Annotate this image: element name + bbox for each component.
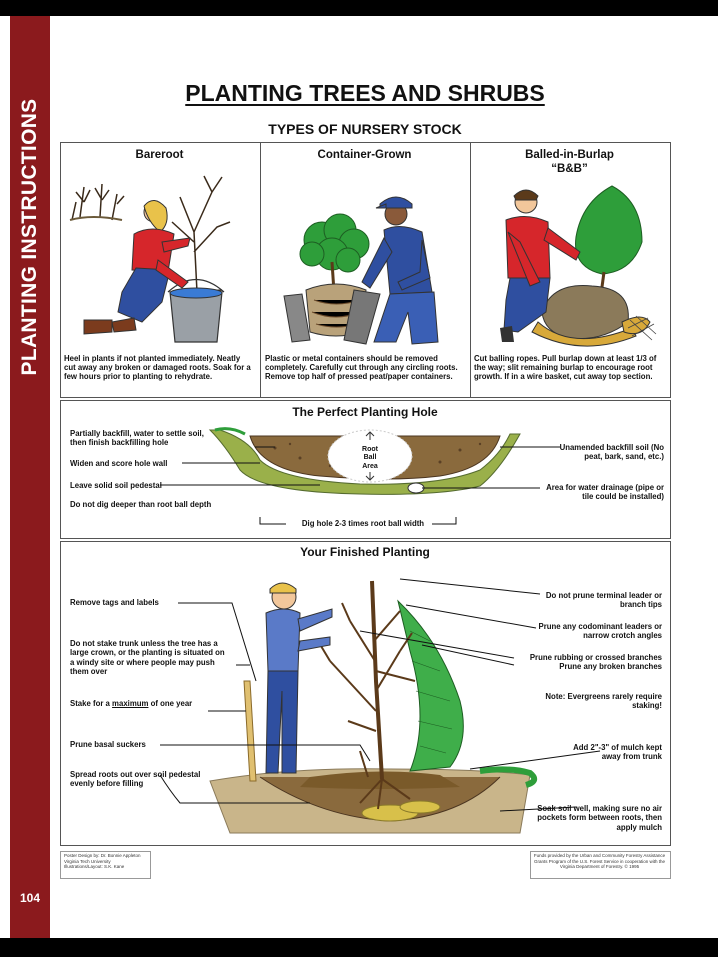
- page-title: PLANTING TREES AND SHRUBS: [185, 80, 545, 106]
- hole-label-depth: Do not dig deeper than root ball depth: [70, 500, 212, 509]
- bnb-heading: Balled-in-Burlap: [525, 149, 614, 161]
- hole-width-label: Dig hole 2-3 times root ball width: [301, 519, 425, 528]
- finished-label-evergreen-note: Note: Evergreens rarely require staking!: [545, 692, 662, 711]
- hole-label-unamended: Unamended backfill soil (No peat, bark, sand, etc.): [559, 443, 664, 462]
- container-caption: Plastic or metal containers should be removed completely. Carefully cut through any circling roots. Remove top half of pressed peat/paper containers.: [265, 354, 458, 382]
- hole-label-backfill: Partially backfill, water to settle soil, then finish backfilling hole: [70, 429, 204, 448]
- page-number: 104: [19, 891, 41, 905]
- finished-label-stake-trunk: Do not stake trunk unless the tree has a large crown, or the planting is situated on a windy site or where people may push them over: [70, 639, 225, 677]
- finished-label-terminal: Do not prune terminal leader or branch tips: [545, 591, 662, 610]
- root-ball-label: Root Ball Area: [362, 446, 378, 470]
- hole-label-widen: Widen and score hole wall: [70, 459, 168, 468]
- finished-label-spread-roots: Spread roots out over soil pedestal evenly before filling: [70, 770, 201, 789]
- finished-label-stake-max: Stake for a maximum of one year: [70, 699, 193, 708]
- credit-left: Poster Design by: Dr. Bonnie Appleton Virginia Tech University Illustrations/Layout: S.K. Kane: [64, 853, 141, 870]
- finished-label-tags: Remove tags and labels: [70, 598, 159, 607]
- finished-planting-title: Your Finished Planting: [300, 545, 430, 559]
- bareroot-illustration: [62, 172, 257, 348]
- container-illustration: [262, 182, 467, 348]
- bareroot-caption: Heel in plants if not planted immediately. Neatly cut away any broken or damaged roots. Soak for a few hours prior to planting to rehydrate.: [64, 354, 251, 382]
- bnb-illustration: [472, 182, 667, 348]
- finished-label-soak: Soak soil well, making sure no air pockets form between roots, then apply mulch: [537, 804, 662, 832]
- credit-right: Funds provided by the Urban and Community Forestry Assistance Grants Program of the U.S. Forest Service in cooperation with the Virginia Department of Forestry. © 1995: [533, 853, 666, 870]
- planting-hole-title: The Perfect Planting Hole: [292, 405, 438, 419]
- container-heading: Container-Grown: [317, 149, 412, 161]
- bnb-caption: Cut balling ropes. Pull burlap down at least 1/3 of the way; slit remaining burlap to encourage root growth. If in a wire basket, cut away top section.: [474, 354, 657, 382]
- sidebar-title: PLANTING INSTRUCTIONS: [18, 98, 41, 376]
- finished-label-rubbing: Prune rubbing or crossed branches Prune any broken branches: [529, 653, 662, 672]
- hole-label-drainage: Area for water drainage (pipe or tile could be installed): [546, 483, 664, 502]
- finished-label-codominant: Prune any codominant leaders or narrow crotch angles: [538, 622, 662, 641]
- finished-label-suckers: Prune basal suckers: [70, 740, 146, 749]
- hole-label-pedestal: Leave solid soil pedestal: [70, 481, 162, 490]
- finished-label-mulch: Add 2"-3" of mulch kept away from trunk: [573, 743, 662, 762]
- page-subtitle: TYPES OF NURSERY STOCK: [268, 121, 462, 137]
- bnb-heading-abbrev: “B&B”: [551, 163, 588, 175]
- bareroot-heading: Bareroot: [135, 149, 184, 161]
